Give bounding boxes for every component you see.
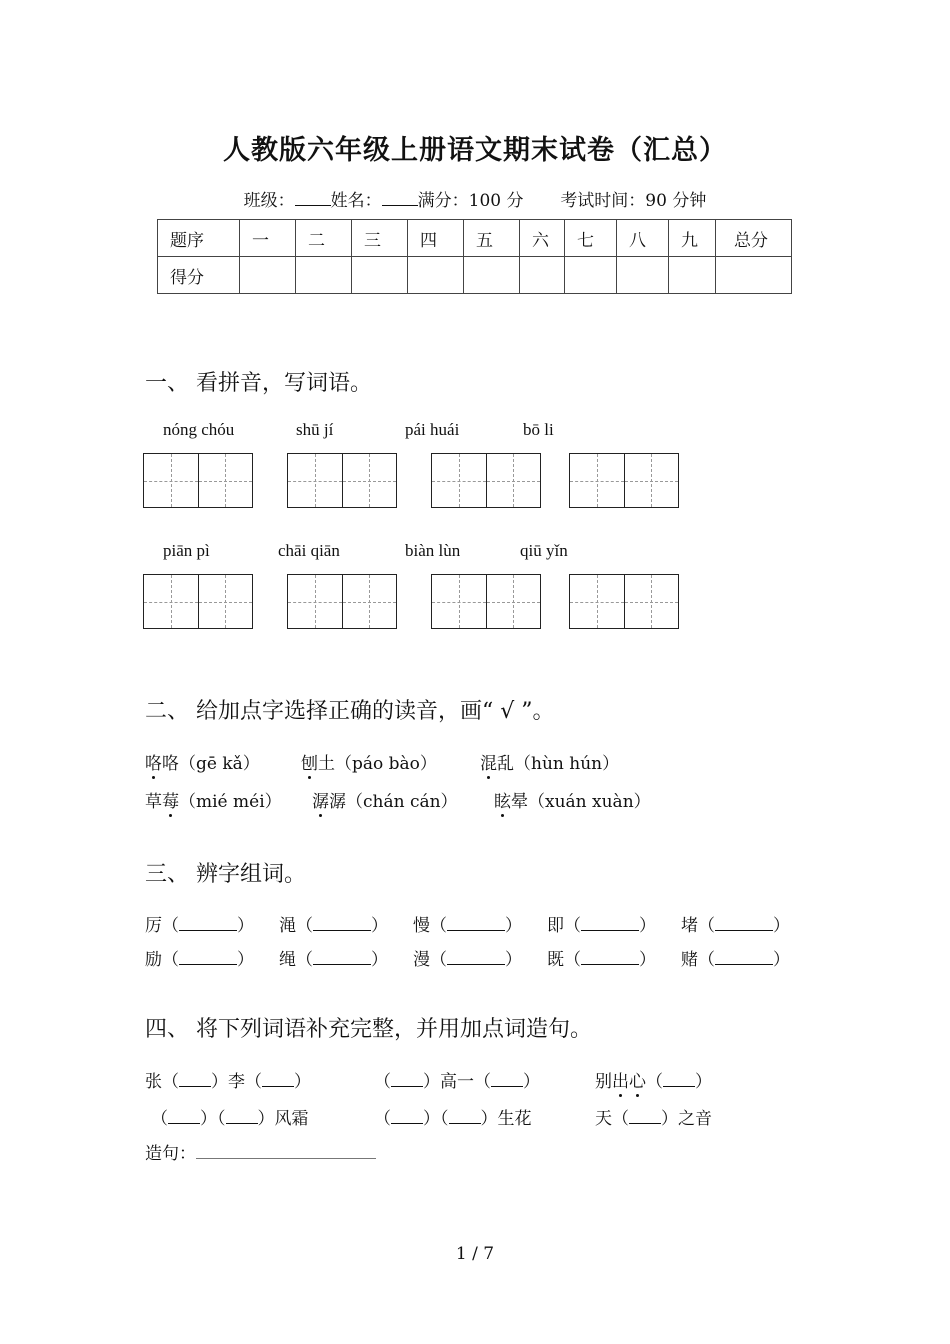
dotted-char: 出 xyxy=(612,1067,629,1092)
answer-blank[interactable] xyxy=(447,949,505,965)
idiom-text: ） xyxy=(294,1072,311,1092)
answer-blank[interactable] xyxy=(179,949,237,965)
paren: ） xyxy=(505,950,522,970)
idiom-text: ）风霜 xyxy=(257,1109,309,1129)
word-item[interactable] xyxy=(681,911,790,936)
writing-grid[interactable] xyxy=(287,453,397,508)
answer-blank[interactable] xyxy=(491,1071,523,1087)
idiom-text: ） xyxy=(523,1072,540,1092)
idiom-text: 别 xyxy=(595,1072,612,1092)
answer-blank[interactable] xyxy=(313,949,371,965)
writing-grid[interactable] xyxy=(431,453,541,508)
header-cell: 六 xyxy=(520,220,565,257)
score-cell[interactable] xyxy=(617,257,669,294)
header-cell: 二 xyxy=(296,220,352,257)
header-cell: 五 xyxy=(464,220,520,257)
char-label: 渑（ xyxy=(279,916,313,936)
exam-info xyxy=(0,186,950,211)
char-label: 漫（ xyxy=(413,950,447,970)
score-cell[interactable] xyxy=(352,257,408,294)
plain-char: 草 xyxy=(145,792,162,812)
header-cell: 八 xyxy=(617,220,669,257)
word-item[interactable] xyxy=(413,911,522,936)
pinyin-label: nóng chóu xyxy=(163,420,235,439)
pinyin-label: piān pì xyxy=(163,541,210,560)
paren: ） xyxy=(237,950,254,970)
row-label: 得分 xyxy=(158,257,240,294)
header-cell: 九 xyxy=(669,220,716,257)
idiom-text: ）之音 xyxy=(661,1109,712,1129)
idiom-item[interactable] xyxy=(595,1067,712,1092)
header-cell: 一 xyxy=(240,220,296,257)
reading-item[interactable] xyxy=(301,749,437,774)
answer-blank[interactable] xyxy=(168,1108,200,1124)
score-cell[interactable] xyxy=(464,257,520,294)
score-value-row xyxy=(158,257,792,294)
header-cell: 题序 xyxy=(158,220,240,257)
dotted-char: 咯 xyxy=(145,749,162,774)
score-cell[interactable] xyxy=(520,257,565,294)
name-blank[interactable] xyxy=(382,191,418,206)
writing-grid[interactable] xyxy=(287,574,397,629)
answer-blank[interactable] xyxy=(179,1071,211,1087)
word-item[interactable] xyxy=(413,945,522,970)
reading-item[interactable] xyxy=(480,749,619,774)
writing-grid[interactable] xyxy=(143,574,253,629)
class-label: 班级： xyxy=(243,191,295,211)
char-label: 赌（ xyxy=(681,950,715,970)
idiom-text: ）高一（ xyxy=(423,1072,491,1092)
answer-blank[interactable] xyxy=(391,1071,423,1087)
word-item[interactable] xyxy=(279,911,388,936)
word-item[interactable] xyxy=(547,945,656,970)
score-header-row xyxy=(158,220,792,257)
idiom-text: （ xyxy=(151,1109,168,1129)
pinyin-label: qiū yǐn xyxy=(520,541,568,560)
idiom-text: （ xyxy=(374,1072,391,1092)
header-cell: 三 xyxy=(352,220,408,257)
idiom-text: （ xyxy=(374,1109,391,1129)
idiom-item[interactable] xyxy=(595,1104,712,1129)
answer-blank[interactable] xyxy=(447,915,505,931)
reading-item[interactable] xyxy=(494,787,651,812)
full-score: 满分：100 分 xyxy=(417,191,524,211)
page-number: 1 / 7 xyxy=(455,1244,495,1264)
word-item[interactable] xyxy=(145,911,254,936)
section4-heading: 四、 将下列词语补充完整，并用加点词造句。 xyxy=(145,1017,592,1042)
sentence-line xyxy=(145,1139,376,1164)
idiom-text: ）生花 xyxy=(480,1109,532,1129)
paren: ） xyxy=(639,950,656,970)
answer-blank[interactable] xyxy=(449,1108,481,1124)
section3-heading: 三、 辨字组词。 xyxy=(145,862,306,887)
reading-item[interactable] xyxy=(145,787,282,812)
writing-grid[interactable] xyxy=(569,574,679,629)
answer-blank[interactable] xyxy=(663,1071,695,1087)
score-cell[interactable] xyxy=(565,257,617,294)
char-label: 堵（ xyxy=(681,916,715,936)
char-label: 即（ xyxy=(547,916,581,936)
section2-heading: 二、 给加点字选择正确的读音，画“ √ ”。 xyxy=(145,699,555,724)
reading-options: 晕（xuán xuàn） xyxy=(511,792,651,812)
score-cell[interactable] xyxy=(716,257,792,294)
char-label: 既（ xyxy=(547,950,581,970)
dotted-char: 眩 xyxy=(494,787,511,812)
answer-blank[interactable] xyxy=(581,915,639,931)
reading-options: 土（páo bào） xyxy=(318,754,437,774)
reading-options: 潺（chán cán） xyxy=(329,792,458,812)
section1-heading: 一、 看拼音，写词语。 xyxy=(145,371,372,396)
paren: ） xyxy=(371,916,388,936)
char-label: 慢（ xyxy=(413,916,447,936)
reading-options: （mié méi） xyxy=(179,792,282,812)
idiom-text: ）李（ xyxy=(211,1072,262,1092)
pinyin-label: biàn lùn xyxy=(405,541,461,560)
sentence-label: 造句： xyxy=(145,1144,196,1164)
score-table xyxy=(157,219,792,294)
idiom-text: ）（ xyxy=(423,1109,449,1129)
word-item[interactable] xyxy=(681,945,790,970)
header-cell: 七 xyxy=(565,220,617,257)
answer-blank[interactable] xyxy=(629,1108,661,1124)
reading-options: 咯（gē kǎ） xyxy=(162,754,260,774)
paren: ） xyxy=(639,916,656,936)
answer-blank[interactable] xyxy=(715,915,773,931)
dotted-char: 心 xyxy=(629,1067,646,1092)
answer-blank[interactable] xyxy=(262,1071,294,1087)
char-label: 绳（ xyxy=(279,950,313,970)
dotted-char: 刨 xyxy=(301,749,318,774)
pinyin-label: bō li xyxy=(523,420,554,439)
word-item[interactable] xyxy=(547,911,656,936)
pinyin-label: pái huái xyxy=(405,420,460,439)
sentence-blank[interactable] xyxy=(196,1143,376,1159)
reading-item[interactable] xyxy=(145,749,260,774)
answer-blank[interactable] xyxy=(715,949,773,965)
idiom-text: 张（ xyxy=(145,1072,179,1092)
score-cell[interactable] xyxy=(240,257,296,294)
pinyin-label: chāi qiān xyxy=(278,541,340,560)
word-item[interactable] xyxy=(279,945,388,970)
paren: ） xyxy=(371,950,388,970)
word-item[interactable] xyxy=(145,945,254,970)
exam-time: 考试时间：90 分钟 xyxy=(560,191,707,211)
writing-grid[interactable] xyxy=(569,453,679,508)
reading-item[interactable] xyxy=(312,787,458,812)
idiom-text: ）（ xyxy=(200,1109,226,1129)
paren: ） xyxy=(773,916,790,936)
dotted-char: 莓 xyxy=(162,787,179,812)
char-label: 励（ xyxy=(145,950,179,970)
answer-blank[interactable] xyxy=(391,1108,423,1124)
idiom-text: （ xyxy=(646,1072,663,1092)
name-label: 姓名： xyxy=(330,191,382,211)
char-label: 厉（ xyxy=(145,916,179,936)
dotted-char: 潺 xyxy=(312,787,329,812)
dotted-char: 混 xyxy=(480,749,497,774)
class-blank[interactable] xyxy=(295,191,331,206)
header-cell: 四 xyxy=(408,220,464,257)
reading-options: 乱（hùn hún） xyxy=(497,754,620,774)
score-cell[interactable] xyxy=(408,257,464,294)
answer-blank[interactable] xyxy=(179,915,237,931)
writing-grid[interactable] xyxy=(143,453,253,508)
idiom-item[interactable] xyxy=(145,1067,311,1092)
paren: ） xyxy=(773,950,790,970)
idiom-text: 天（ xyxy=(595,1109,629,1129)
pinyin-label: shū jí xyxy=(296,420,334,439)
idiom-text: ） xyxy=(695,1072,712,1092)
idiom-item[interactable] xyxy=(374,1104,532,1129)
answer-blank[interactable] xyxy=(226,1108,258,1124)
paren: ） xyxy=(237,916,254,936)
score-cell[interactable] xyxy=(669,257,716,294)
header-cell: 总分 xyxy=(716,220,792,257)
idiom-item[interactable] xyxy=(151,1104,309,1129)
paren: ） xyxy=(505,916,522,936)
answer-blank[interactable] xyxy=(581,949,639,965)
idiom-item[interactable] xyxy=(374,1067,540,1092)
writing-grid[interactable] xyxy=(431,574,541,629)
answer-blank[interactable] xyxy=(313,915,371,931)
score-cell[interactable] xyxy=(296,257,352,294)
page-title: 人教版六年级上册语文期末试卷（汇总） xyxy=(223,135,727,166)
